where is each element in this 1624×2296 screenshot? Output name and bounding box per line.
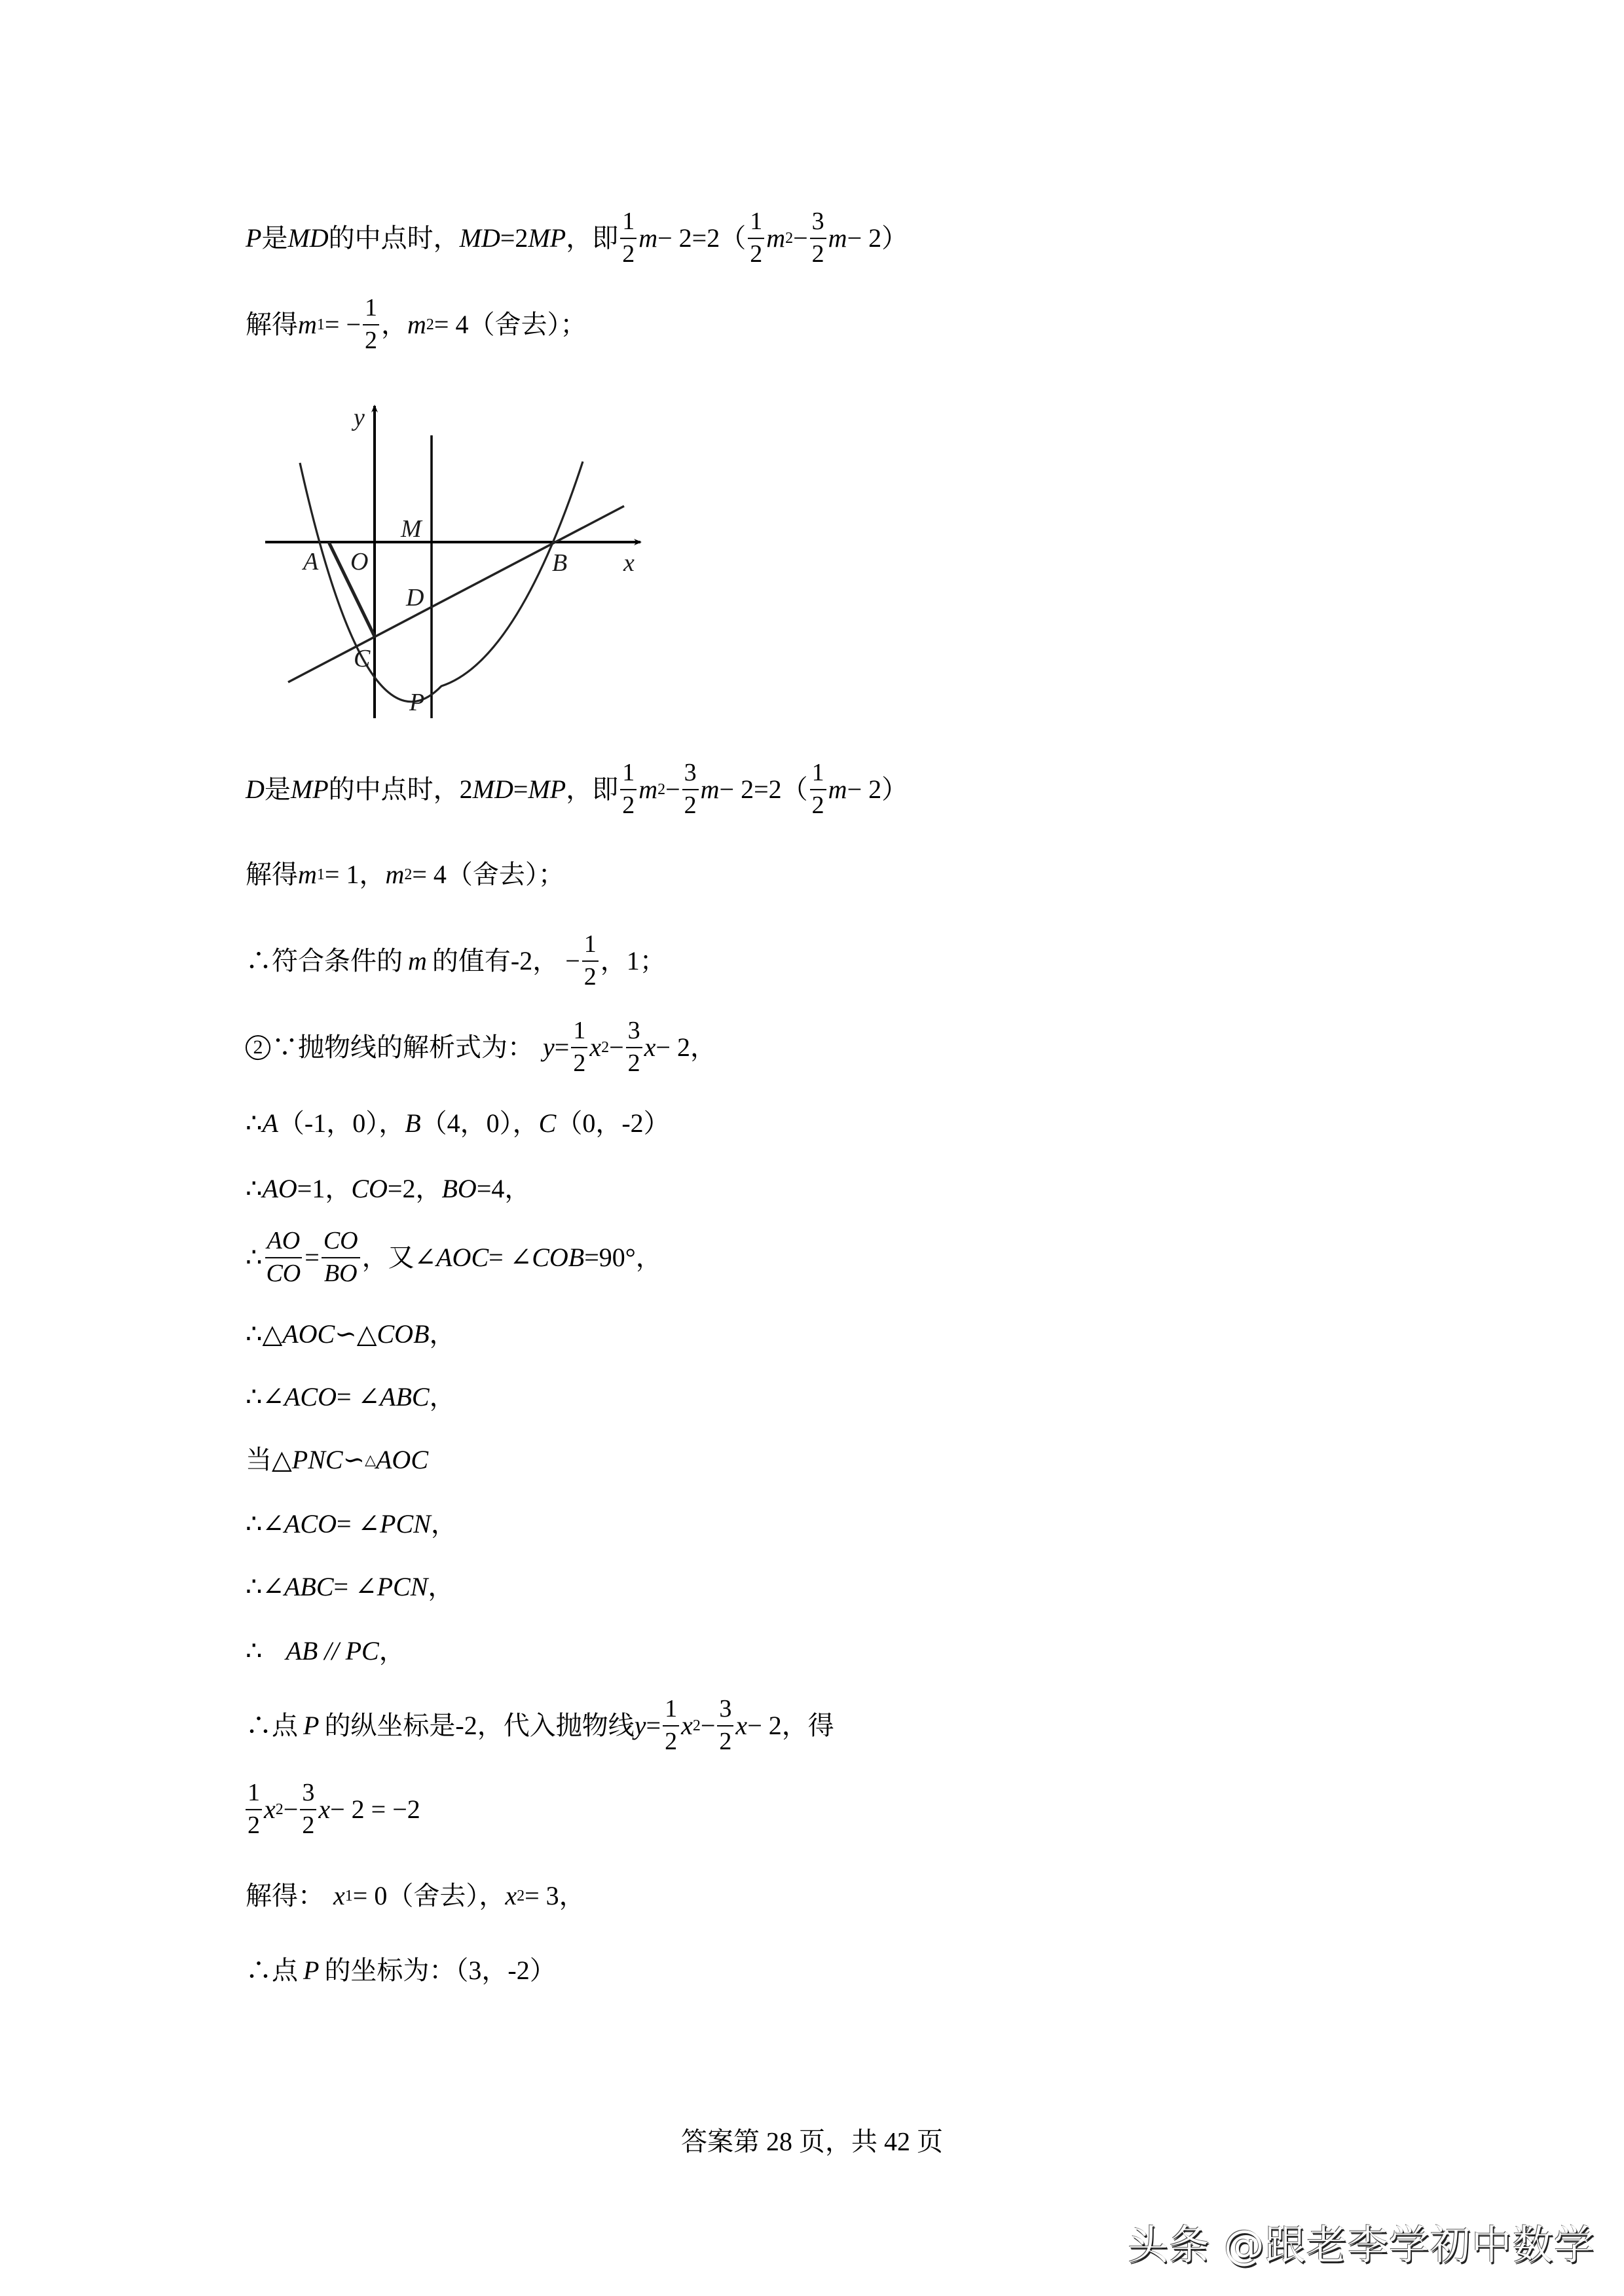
text: （4，0）， — [420, 1108, 539, 1138]
text: ∽△ — [335, 1319, 377, 1349]
text: ， — [430, 1509, 457, 1539]
text: ∵抛物线的解析式为： — [272, 1032, 534, 1062]
var: m — [385, 860, 405, 889]
parabola-diagram — [249, 393, 668, 733]
var: MP — [290, 774, 329, 804]
var: m — [407, 310, 426, 339]
var: ACO — [284, 1382, 337, 1412]
text: ， — [378, 1636, 405, 1666]
text: − — [665, 774, 680, 804]
text: = — [513, 774, 528, 804]
line-points-abc — [246, 1110, 670, 1137]
line-equation-equals-neg2: $\frac{1}{2}$ x 2 − $\frac{3}{2}$ x − 2 = −2 — [246, 1780, 420, 1839]
text: 的中点时，2 — [328, 774, 473, 804]
text: − 2=2（ — [719, 774, 808, 804]
text: 的值有-2， — [432, 946, 559, 975]
text: ，即 — [566, 774, 619, 804]
text: ∽ — [342, 1445, 365, 1474]
var: C — [538, 1108, 557, 1138]
var: ACO — [284, 1509, 337, 1539]
text: − — [283, 1795, 299, 1824]
line-angle-aco-abc — [246, 1384, 456, 1410]
var: PNC — [291, 1445, 343, 1474]
text: ∴∠ — [246, 1382, 284, 1412]
text: = — [554, 1032, 570, 1062]
var: m — [298, 860, 317, 889]
line-m-values — [246, 932, 666, 991]
text: ， — [429, 1319, 456, 1349]
line-p-coordinates — [246, 1958, 556, 1984]
var: P — [303, 1711, 320, 1740]
text: 的纵坐标是-2，代入抛物线 — [324, 1711, 635, 1740]
line-angle-aco-pcn — [246, 1511, 457, 1537]
var: x — [505, 1881, 517, 1910]
line-d-midpoint-of-mp: D 是 MP 的中点时，2 MD = MP ，即 $\frac{1}{2}$ m 2 − $\frac{3}{2}$ m − 2=2（ $\frac{1}{2}$ m − 2） — [246, 759, 908, 819]
text: − 2 = −2 — [330, 1795, 420, 1824]
text: = ∠ — [336, 1382, 380, 1412]
line-solution-x: 解得： x 1 = 0（舍去）， x 2 = 3， — [246, 1881, 585, 1910]
text: = 4（舍去）； — [412, 860, 564, 889]
text: = — [304, 1243, 320, 1272]
text: = ∠ — [333, 1572, 377, 1601]
label-x: x — [623, 549, 635, 577]
var: ABC — [380, 1382, 430, 1412]
text: − 2） — [847, 774, 908, 804]
label-p: P — [409, 689, 425, 716]
text: − 2） — [847, 223, 908, 253]
text: ， — [428, 1572, 454, 1601]
text: ， — [429, 1382, 456, 1412]
var: x — [681, 1711, 693, 1740]
line-p-ordinate: ∴点 P 的纵坐标是-2，代入抛物线 y = $\frac{1}{2}$ x 2 − $\frac{3}{2}$ x − 2，得 — [246, 1695, 834, 1755]
var: AB — [286, 1636, 318, 1666]
var: MD — [459, 223, 500, 253]
text: // — [318, 1636, 346, 1666]
line-solution-m1-neg-half: 解得 m 1 = − $\frac{1}{2}$ ， m 2 = 4（舍去）； — [246, 294, 587, 354]
text: ∴∠ — [246, 1509, 284, 1539]
text: − — [565, 946, 580, 975]
text: = ∠ — [489, 1243, 532, 1272]
text: ∴ — [246, 1636, 276, 1666]
text: − 2，得 — [747, 1711, 834, 1740]
var: ABC — [284, 1572, 334, 1601]
label-o: O — [350, 548, 369, 575]
line-ratio — [246, 1228, 662, 1287]
var: A — [262, 1108, 278, 1138]
var: m — [408, 946, 427, 975]
text: 解得 — [246, 310, 298, 339]
var: m — [766, 223, 786, 253]
fraction: $\frac{1}{2}$ — [246, 1780, 262, 1839]
var: AOC — [282, 1319, 335, 1349]
var: x — [264, 1795, 276, 1824]
text: =90°， — [584, 1243, 662, 1272]
text: ∴点 — [246, 1711, 298, 1740]
page-footer: 答案第 28 页，共 42 页 — [681, 2126, 943, 2157]
var: x — [318, 1795, 331, 1824]
fraction: $\frac{1}{2}$ — [620, 209, 637, 268]
watermark: 头条 @跟老李学初中数学 — [1128, 2221, 1595, 2269]
text: =1， — [297, 1174, 352, 1203]
text: − — [609, 1032, 624, 1062]
var: m — [638, 774, 658, 804]
text: = 0（舍去）， — [352, 1881, 506, 1910]
text: ∴△ — [246, 1319, 283, 1349]
line-similar-triangles — [246, 1321, 456, 1347]
fraction: $\frac{3}{2}$ — [810, 209, 826, 268]
var: y — [634, 1711, 646, 1740]
text: ， — [381, 310, 408, 339]
text: ∴ — [246, 1174, 263, 1203]
text: △ — [365, 1451, 376, 1468]
text: − — [793, 223, 808, 253]
var: y — [543, 1032, 555, 1062]
fraction: $\frac{1}{2}$ — [810, 760, 826, 819]
text: 的坐标为：（3，-2） — [324, 1956, 556, 1985]
text: − 2， — [655, 1032, 716, 1062]
circled-number: 2 — [246, 1035, 270, 1060]
var: m — [700, 774, 720, 804]
var: PC — [345, 1636, 379, 1666]
line-bc — [288, 506, 624, 682]
var: x — [589, 1032, 602, 1062]
var: AOC — [436, 1243, 489, 1272]
var: MD — [287, 223, 329, 253]
parabola — [300, 462, 583, 702]
fraction: $\frac{CO}{BO}$ — [322, 1228, 360, 1287]
text: ∴点 — [246, 1956, 298, 1985]
label-y: y — [354, 404, 365, 431]
text: 是 — [264, 774, 291, 804]
text: 当△ — [246, 1445, 292, 1474]
line-angle-abc-pcn — [246, 1574, 454, 1600]
label-m: M — [401, 515, 422, 543]
fraction: $\frac{3}{2}$ — [682, 760, 699, 819]
var: MP — [528, 774, 566, 804]
text: （0，-2） — [556, 1108, 670, 1138]
text: = ∠ — [336, 1509, 380, 1539]
var: MD — [472, 774, 513, 804]
var: m — [828, 774, 847, 804]
fraction: $\frac{1}{2}$ — [663, 1696, 679, 1755]
var: x — [644, 1032, 656, 1062]
text: =2， — [387, 1174, 442, 1203]
var: P — [303, 1956, 320, 1985]
text: − 2=2（ — [657, 223, 747, 253]
fraction: $\frac{1}{2}$ — [363, 295, 379, 354]
text: = 3， — [525, 1881, 585, 1910]
var: BO — [441, 1174, 477, 1203]
var: COB — [377, 1319, 430, 1349]
fraction: $\frac{3}{2}$ — [626, 1018, 642, 1077]
text: 解得： — [246, 1881, 324, 1910]
line-ab-parallel-pc — [246, 1638, 405, 1664]
text: − — [700, 1711, 716, 1740]
text: = — [646, 1711, 661, 1740]
text: 解得 — [246, 860, 298, 889]
label-a: A — [303, 548, 319, 575]
var: PCN — [380, 1509, 431, 1539]
var: m — [828, 223, 847, 253]
var: B — [405, 1108, 421, 1138]
line-lengths — [246, 1176, 530, 1202]
fraction: $\frac{1}{2}$ — [571, 1018, 587, 1077]
text: = 4（舍去）； — [434, 310, 587, 339]
var: m — [638, 223, 658, 253]
label-c: C — [354, 645, 371, 672]
text: ∴∠ — [246, 1572, 284, 1601]
var: AO — [262, 1174, 297, 1203]
fraction: $\frac{1}{2}$ — [748, 209, 764, 268]
text: ∴ — [246, 1243, 263, 1272]
fraction: $\frac{1}{2}$ — [582, 932, 599, 991]
text: =2 — [500, 223, 528, 253]
text: ∴符合条件的 — [246, 946, 403, 975]
text: = 1， — [324, 860, 386, 889]
var: AOC — [376, 1445, 428, 1474]
var: m — [298, 310, 317, 339]
text: （-1，0）， — [278, 1108, 405, 1138]
var: CO — [351, 1174, 388, 1203]
text: 是 — [261, 223, 288, 253]
fraction: $\frac{AO}{CO}$ — [266, 1227, 301, 1287]
label-d: D — [406, 584, 424, 611]
var: PCN — [377, 1572, 428, 1601]
fraction: $\frac{3}{2}$ — [300, 1780, 316, 1839]
line-parabola-equation: 2 ∵抛物线的解析式为： y = $\frac{1}{2}$ x 2 − $\frac{3}{2}$ x − 2， — [246, 1018, 716, 1077]
label-b: B — [552, 549, 568, 577]
var: MP — [528, 223, 566, 253]
line-when-pnc-similar — [246, 1447, 428, 1473]
line-solution-m1-one: 解得 m 1 = 1， m 2 = 4（舍去）； — [246, 860, 564, 889]
var: D — [246, 774, 265, 804]
var: P — [246, 223, 262, 253]
var: x — [333, 1881, 345, 1910]
text: =4， — [476, 1174, 531, 1203]
text: = − — [324, 310, 361, 339]
fraction: $\frac{3}{2}$ — [717, 1696, 733, 1755]
text: 的中点时， — [328, 223, 460, 253]
text: ，又∠ — [361, 1243, 437, 1272]
text: ，即 — [566, 223, 619, 253]
var: x — [735, 1711, 748, 1740]
text: ∴ — [246, 1108, 263, 1138]
var: COB — [532, 1243, 585, 1272]
fraction: $\frac{1}{2}$ — [620, 760, 637, 819]
text: ，1； — [600, 946, 666, 975]
line-p-midpoint-of-md: P 是 MD 的中点时， MD =2 MP ，即 $\frac{1}{2}$ m − 2=2（ $\frac{1}{2}$ m 2 − $\frac{3}{2}$ m − 2） — [246, 208, 908, 268]
